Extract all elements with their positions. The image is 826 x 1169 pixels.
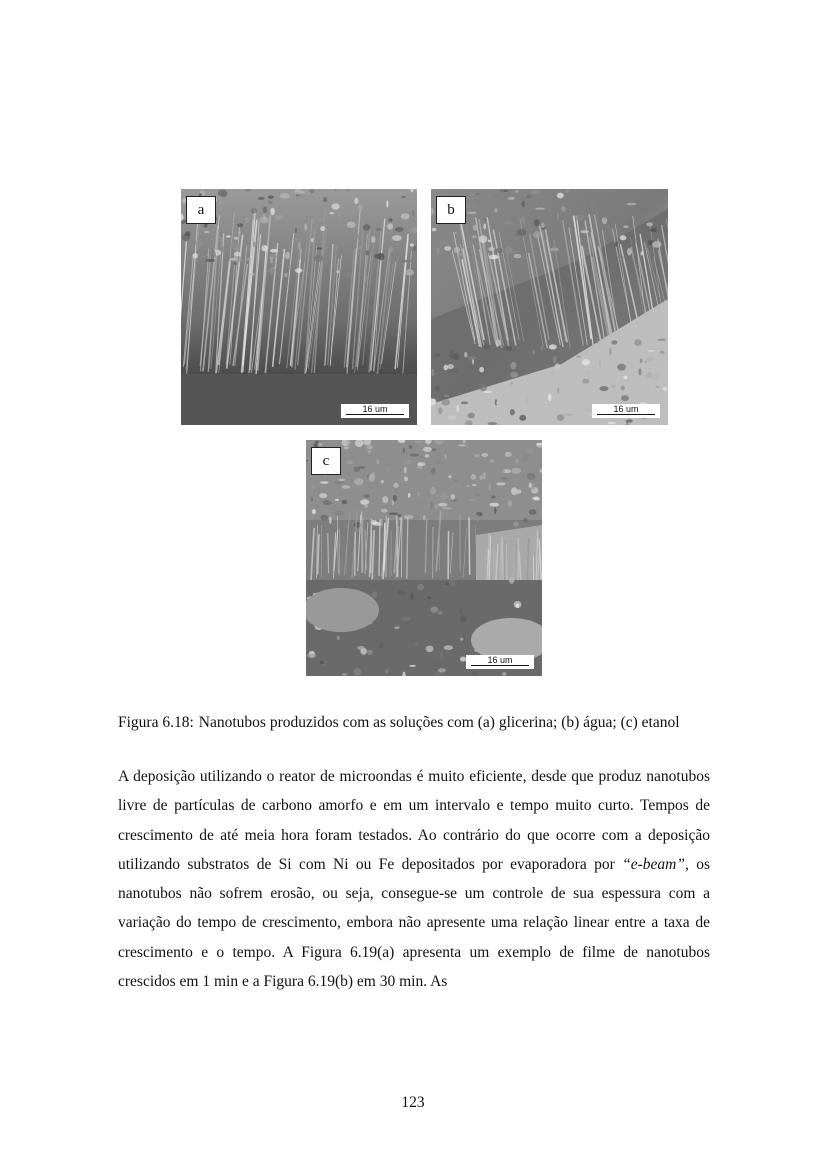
figure-panel-a [181,189,417,425]
scale-bar [341,404,409,418]
sem-micrograph-a [181,189,417,425]
sem-micrograph-b [431,189,668,425]
body-paragraph [118,762,710,996]
panel-label: c [311,447,341,475]
figure-panel-c [306,440,542,676]
panel-label: a [186,196,216,224]
scale-bar-line [471,665,529,666]
page-number: 123 [401,1094,425,1111]
body-text-part2: os nanotubos não sofrem erosão, ou seja, consegue-se um controle de sua espessura com a variação do tempo de crescimento, embora não apresente uma relação linear entre a taxa de crescimento e o tempo. A Figura 6.19(a) apresenta um exemplo de filme de nanotubos crescidos em 1 min e a Figura 6.19(b) em 30 min. As [118,855,710,991]
body-text-part1: A deposição utilizando o reator de microondas é muito eficiente, desde que produz nanotubos livre de partículas de carbono amorfo e em um intervalo e tempo muito curto. Tempos de crescimento de até meia hora foram testados. Ao contrário do que ocorre com a deposição utilizando substratos de Si com Ni ou Fe depositados por evaporadora por [118,768,710,873]
figure-panel-b [431,189,668,425]
caption-text: Nanotubos produzidos com as soluções com (a) glicerina; (b) água; (c) etanol [198,714,680,731]
scale-bar [466,655,534,669]
figure-caption [118,713,710,733]
sem-micrograph-c [306,440,542,676]
panel-label: b [436,196,466,224]
scale-bar-label: 16 um [487,655,513,665]
scale-bar-label: 16 um [362,404,388,414]
caption-label: Figura 6.18: [118,714,194,731]
scale-bar-line [597,414,655,415]
scale-bar-line [346,414,404,415]
scale-bar [592,404,660,418]
body-text-italic: “e-beam”, [622,855,689,873]
scale-bar-label: 16 um [613,404,639,414]
